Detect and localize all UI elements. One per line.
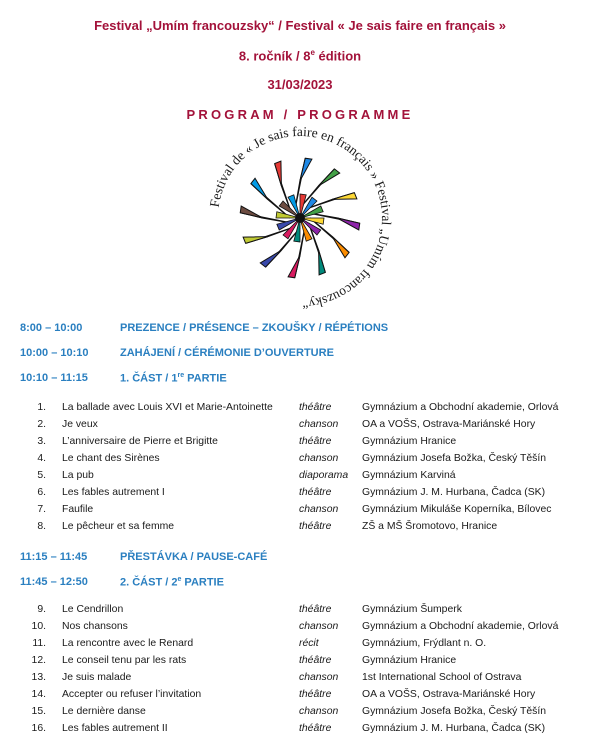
school-name: Gymnázium Hranice <box>362 436 457 447</box>
section-time: 8:00 – 10:00 <box>20 322 83 334</box>
row-number: 6. <box>37 487 46 498</box>
school-name: ZŠ a MŠ Šromotovo, Hranice <box>362 521 498 532</box>
performance-genre: théâtre <box>299 402 332 413</box>
performance-genre: chanson <box>299 621 339 632</box>
logo-petal <box>288 255 300 278</box>
performance-title: La ballade avec Louis XVI et Marie-Antoinette <box>62 402 273 413</box>
logo-petal <box>251 178 268 199</box>
program-row <box>0 604 600 621</box>
performance-title: Je veux <box>62 419 98 430</box>
row-number: 10. <box>31 621 46 632</box>
logo-petal <box>319 169 340 186</box>
program-row <box>0 521 600 538</box>
edition-line: 8. ročník / 8e édition <box>238 48 362 64</box>
school-name: Gymnázium J. M. Hurbana, Čadca (SK) <box>362 723 546 734</box>
performance-genre: théâtre <box>299 604 332 615</box>
performance-title: Le pêcheur et sa femme <box>62 521 175 532</box>
performance-title: Le conseil tenu par les rats <box>62 655 187 666</box>
row-number: 2. <box>37 419 46 430</box>
school-name: Gymnázium J. M. Hurbana, Čadca (SK) <box>362 487 546 498</box>
performance-genre: théâtre <box>299 723 332 734</box>
row-number: 15. <box>31 706 46 717</box>
logo-petal <box>332 193 357 200</box>
row-number: 13. <box>31 672 46 683</box>
row-number: 12. <box>31 655 46 666</box>
festival-logo <box>204 122 396 314</box>
row-number: 3. <box>37 436 46 447</box>
performance-title: Les fables autrement II <box>62 723 168 734</box>
school-name: Gymnázium a Obchodní akademie, Orlová <box>362 402 559 413</box>
section-time: 11:15 – 11:45 <box>20 551 88 563</box>
logo-petal <box>319 250 326 275</box>
performance-genre: théâtre <box>299 689 332 700</box>
program-row <box>0 504 600 521</box>
row-number: 8. <box>37 521 46 532</box>
performance-genre: chanson <box>299 453 339 464</box>
performance-genre: théâtre <box>299 436 332 447</box>
performance-genre: chanson <box>299 706 339 717</box>
performance-title: Faufile <box>62 504 94 515</box>
logo-center <box>295 213 305 223</box>
row-number: 7. <box>37 504 46 515</box>
event-date: 31/03/2023 <box>267 77 333 92</box>
performance-title: Accepter ou refuser l’invitation <box>62 689 202 700</box>
school-name: Gymnázium Josefa Božka, Český Těšín <box>362 706 547 717</box>
school-name: Gymnázium Karviná <box>362 470 456 481</box>
performance-title: Les fables autrement I <box>62 487 165 498</box>
school-name: Gymnázium Josefa Božka, Český Těšín <box>362 453 547 464</box>
program-row <box>0 436 600 453</box>
row-number: 11. <box>32 638 46 649</box>
performance-title: L’anniversaire de Pierre et Brigitte <box>62 436 218 447</box>
section-label: PŘESTÁVKA / PAUSE-CAFÉ <box>120 551 268 563</box>
school-name: OA a VOŠS, Ostrava-Mariánské Hory <box>362 419 536 430</box>
row-number: 5. <box>37 470 46 481</box>
school-name: Gymnázium Hranice <box>362 655 457 666</box>
performance-title: La pub <box>62 470 94 481</box>
program-row <box>0 470 600 487</box>
program-row <box>0 706 600 723</box>
school-name: Gymnázium a Obchodní akademie, Orlová <box>362 621 559 632</box>
performance-genre: diaporama <box>299 470 349 481</box>
program-row <box>0 638 600 655</box>
section-label: PREZENCE / PRÉSENCE – ZKOUŠKY / RÉPÉTIONS <box>120 322 389 334</box>
row-number: 14. <box>31 689 46 700</box>
performance-genre: théâtre <box>299 521 332 532</box>
program-row <box>0 689 600 706</box>
logo-petal <box>240 206 263 218</box>
program-row <box>0 419 600 436</box>
section-time: 10:00 – 10:10 <box>20 347 89 359</box>
performance-title: Le dernière danse <box>62 706 146 717</box>
row-number: 9. <box>37 604 46 615</box>
section-label: 2. ČÁST / 2e PARTIE <box>120 576 224 589</box>
performance-genre: chanson <box>299 672 339 683</box>
row-number: 4. <box>37 453 46 464</box>
program-row <box>0 487 600 504</box>
program-row <box>0 453 600 470</box>
performance-title: La rencontre avec le Renard <box>62 638 194 649</box>
section-time: 10:10 – 11:15 <box>20 372 88 384</box>
performance-genre: récit <box>299 638 319 649</box>
performance-genre: théâtre <box>299 655 332 666</box>
logo-petal <box>337 218 360 230</box>
logo-petal <box>243 237 268 244</box>
logo-petal <box>260 250 281 267</box>
row-number: 16. <box>31 723 46 734</box>
school-name: OA a VOŠS, Ostrava-Mariánské Hory <box>362 689 536 700</box>
performance-genre: chanson <box>299 419 339 430</box>
school-name: Gymnázium Mikuláše Koperníka, Bílovec <box>362 504 552 515</box>
school-name: 1st International School of Ostrava <box>362 672 522 683</box>
performance-title: Le chant des Sirènes <box>62 453 160 464</box>
performance-genre: chanson <box>299 504 339 515</box>
logo-ring-text: Festival de « Je sais faire en français » Festival „Umím francouzsky“ <box>206 123 395 313</box>
section-label: ZAHÁJENÍ / CÉRÉMONIE D’OUVERTURE <box>120 347 334 359</box>
program-row <box>0 621 600 638</box>
performance-title: Le Cendrillon <box>62 604 124 615</box>
logo-petal <box>275 161 282 186</box>
program-row <box>0 402 600 419</box>
row-number: 1. <box>37 402 46 413</box>
performance-title: Nos chansons <box>62 621 128 632</box>
program-title: PROGRAM / PROGRAMME <box>186 107 414 122</box>
section-label: 1. ČÁST / 1re PARTIE <box>120 372 227 385</box>
program-row <box>0 723 600 740</box>
logo-petal <box>300 158 312 181</box>
logo-wheel <box>240 158 360 278</box>
performance-title: Je suis malade <box>62 672 132 683</box>
school-name: Gymnázium Šumperk <box>362 604 462 615</box>
section-time: 11:45 – 12:50 <box>20 576 88 588</box>
program-row <box>0 672 600 689</box>
school-name: Gymnázium, Frýdlant n. O. <box>362 638 487 649</box>
festival-title: Festival „Umím francouzsky“ / Festival « Je sais faire en français » <box>94 18 506 33</box>
performance-genre: théâtre <box>299 487 332 498</box>
program-row <box>0 655 600 672</box>
logo-petal <box>332 237 349 258</box>
